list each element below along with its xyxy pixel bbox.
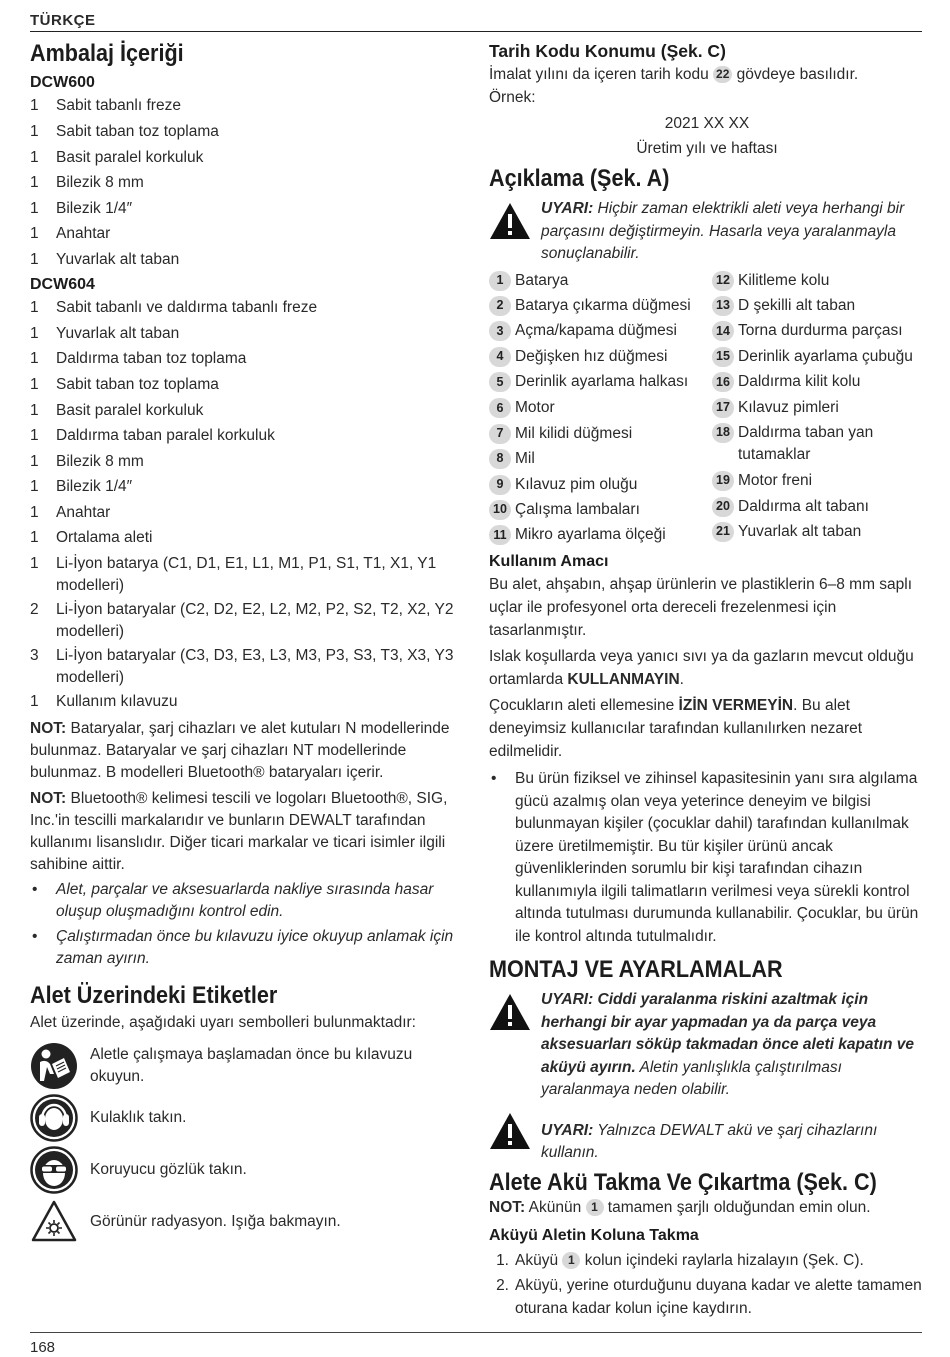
item-text: Sabit tabanlı ve daldırma tabanlı freze (56, 299, 318, 317)
item-text: Bilezik 1/4″ (56, 199, 133, 217)
symbol-text: Görünür radyasyon. Işığa bakmayın. (90, 1213, 341, 1231)
part-item (489, 293, 712, 318)
right-column (489, 40, 925, 1322)
item-text: Bilezik 1/4″ (56, 478, 133, 496)
item-text: Anahtar (56, 503, 111, 521)
description-warning (489, 198, 925, 266)
warning-text (541, 989, 925, 1102)
item-quantity: 1 (30, 503, 39, 521)
symbol-row (30, 1196, 470, 1248)
dcw604-contents-list (30, 295, 470, 715)
item-text: Basit paralel korkuluk (56, 148, 204, 166)
callout-badge: 1 (586, 1199, 604, 1216)
part-item (489, 472, 712, 497)
model-dcw604-heading: DCW604 (30, 275, 95, 293)
part-number-badge: 21 (712, 522, 734, 542)
step-text (515, 1249, 864, 1272)
part-label: Mil kilidi düğmesi (515, 424, 633, 442)
part-number-badge: 18 (712, 423, 734, 443)
part-item (712, 519, 925, 544)
warning-icon (489, 993, 531, 1031)
tool-labels-heading: Alet Üzerindeki Etiketler (30, 981, 278, 1009)
note-bluetooth (30, 788, 470, 876)
part-label: Kılavuz pimleri (738, 398, 839, 416)
item-quantity: 1 (30, 148, 39, 166)
p3-text: Çocukların aleti ellemesine (489, 697, 679, 715)
note-label: NOT: (30, 719, 67, 737)
assembly-warning (489, 989, 925, 1102)
note-text-a: Akünün (525, 1199, 586, 1217)
item-text: Anahtar (56, 225, 111, 243)
part-item (489, 395, 712, 420)
item-text: Li-İyon batarya (C1, D1, E1, L1, M1, P1, S1, T1, X1, Y1 modelleri) (56, 555, 437, 595)
package-contents-heading: Ambalaj İçeriği (30, 40, 184, 67)
note-text-b: tamamen şarjlı olduğundan emin olun. (603, 1199, 871, 1217)
part-label: Mikro ayarlama ölçeği (515, 526, 666, 544)
part-item (489, 421, 712, 446)
p3-end: . Bu alet deneyimsiz kullanıcılar tarafından kullanılırken nezaret edilmelidir. (489, 697, 863, 761)
bullet-item: • Çalıştırmadan önce bu kılavuzu iyice okuyup anlamak için zaman ayırın. (30, 926, 470, 970)
part-label: Yuvarlak alt taban (738, 522, 862, 540)
step-text: Aküyü, yerine oturduğunu duyana kadar ve alette tamamen oturana kadar kolun içine kaydırın. (515, 1276, 922, 1317)
language-label: TÜRKÇE (30, 12, 96, 29)
date-code-heading: Tarih Kodu Konumu (Şek. C) (489, 41, 726, 61)
symbol-text: Aletle çalışmaya başlamadan önce bu kılavuzu okuyun. (90, 1046, 413, 1086)
contents-item (30, 398, 470, 424)
warning-text (541, 1108, 925, 1165)
part-number-badge: 13 (712, 296, 734, 316)
part-item (712, 420, 925, 466)
part-label: Motor (515, 399, 555, 417)
assembly-heading: MONTAJ VE AYARLAMALAR (489, 956, 783, 984)
item-quantity: 3 (30, 647, 39, 665)
warning-label: UYARI: (541, 1121, 594, 1139)
part-item (712, 268, 925, 293)
date-code-text-a: İmalat yılını da içeren tarih kodu (489, 65, 714, 83)
part-number-badge: 3 (489, 321, 511, 341)
eye-protection-icon (30, 1146, 78, 1194)
battery-heading: Alete Akü Takma Ve Çıkartma (Şek. C) (489, 1168, 877, 1196)
part-label: Derinlik ayarlama halkası (515, 373, 689, 391)
part-item (712, 395, 925, 420)
part-label: Motor freni (738, 472, 813, 490)
part-number-badge: 15 (712, 347, 734, 367)
intended-use-p3 (489, 694, 925, 763)
note-text: Bataryalar, şarj cihazları ve alet kutuları N modellerinde bulunmaz. Bataryalar ve şarj cihazları NT modellerinde bulunmaz. B modelleri Bluetooth® bataryaları içerir. (30, 719, 450, 781)
item-quantity: 1 (30, 693, 39, 711)
symbol-row (30, 1040, 470, 1092)
part-number-badge: 6 (489, 398, 511, 418)
contents-item (30, 500, 470, 526)
item-quantity: 1 (30, 97, 39, 115)
part-number-badge: 20 (712, 497, 734, 517)
item-quantity: 1 (30, 199, 39, 217)
contents-item (30, 145, 470, 171)
part-number-badge: 5 (489, 372, 511, 392)
model-dcw600-heading: DCW600 (30, 73, 95, 91)
callout-badge: 1 (562, 1252, 580, 1269)
part-number-badge: 12 (712, 271, 734, 291)
part-item (712, 494, 925, 519)
contents-item (30, 119, 470, 145)
bullet-item: • Alet, parçalar ve aksesuarlarda nakliye sırasında hasar oluşup oluşmadığını kontrol edin. (30, 879, 470, 923)
part-item (489, 497, 712, 522)
symbol-row (30, 1144, 470, 1196)
warning-bold: UYARI: Ciddi yaralanma riskini azaltmak için herhangi bir ayar yapmadan ya da parça veya aksesuarları söküp takmadan önce aleti kapatın ve aküyü ayırın. (541, 991, 915, 1076)
parts-list-right (712, 268, 925, 548)
item-quantity: 1 (30, 401, 39, 419)
part-number-badge: 8 (489, 449, 511, 469)
note-label: NOT: (489, 1199, 526, 1217)
contents-item (30, 525, 470, 551)
item-quantity: 1 (30, 122, 39, 140)
contents-item (30, 474, 470, 500)
contents-item (30, 221, 470, 247)
attach-battery-heading: Aküyü Aletin Koluna Takma (489, 1227, 699, 1245)
dcw600-contents-list (30, 93, 470, 272)
item-quantity: 1 (30, 225, 39, 243)
item-text: Li-İyon bataryalar (C2, D2, E2, L2, M2, P2, S2, T2, X2, Y2 modelleri) (56, 601, 454, 641)
part-number-badge: 14 (712, 321, 734, 341)
item-text: Li-İyon bataryalar (C3, D3, E3, L3, M3, P3, S3, T3, X3, Y3 modelleri) (56, 647, 454, 687)
intended-use-heading: Kullanım Amacı (489, 552, 609, 570)
part-number-badge: 10 (489, 500, 511, 520)
part-item (712, 468, 925, 493)
part-label: Torna durdurma parçası (738, 322, 903, 340)
battery-note (489, 1197, 925, 1219)
contents-item (30, 689, 470, 715)
item-text: Daldırma taban paralel korkuluk (56, 427, 275, 445)
contents-item (30, 321, 470, 347)
part-number-badge: 19 (712, 471, 734, 491)
item-text: Sabit taban toz toplama (56, 122, 219, 140)
step-item (489, 1249, 925, 1272)
example-code: 2021 XX XX (664, 115, 750, 132)
item-quantity: 1 (30, 478, 39, 496)
callout-badge: 22 (713, 66, 732, 83)
contents-item (30, 551, 470, 597)
part-label: Daldırma taban yan tutamaklar (738, 424, 874, 464)
contents-item (30, 449, 470, 475)
item-quantity: 1 (30, 452, 39, 470)
item-quantity: 1 (30, 299, 39, 317)
example-caption: Üretim yılı ve haftası (636, 139, 778, 157)
part-item (712, 318, 925, 343)
ear-protection-icon (30, 1094, 78, 1142)
contents-item (30, 423, 470, 449)
part-number-badge: 17 (712, 398, 734, 418)
part-label: Batarya (515, 271, 569, 289)
part-label: Derinlik ayarlama çubuğu (738, 347, 913, 365)
item-text: Basit paralel korkuluk (56, 401, 204, 419)
part-number-badge: 16 (712, 372, 734, 392)
part-number-badge: 2 (489, 296, 511, 316)
intended-use-p1: Bu alet, ahşabın, ahşap ürünlerin ve plastiklerin 6–8 mm saplı uçlar ile profesyonel orta dereceli frezelenmesi için tasarlanmıştır. (489, 576, 913, 640)
intended-use-p2 (489, 645, 925, 691)
warning-icon (489, 202, 531, 240)
item-text: Sabit tabanlı freze (56, 97, 181, 115)
item-quantity: 1 (30, 324, 39, 342)
part-item (489, 318, 712, 343)
date-code-text (489, 64, 925, 86)
p2-end: . (679, 671, 684, 689)
item-text: Kullanım kılavuzu (56, 693, 178, 711)
parts-list-left (489, 268, 712, 548)
contents-item (30, 597, 470, 643)
tool-labels-intro: Alet üzerinde, aşağıdaki uyarı sembolleri bulunmaktadır: (30, 1014, 416, 1032)
item-quantity: 1 (30, 529, 39, 547)
item-text: Yuvarlak alt taban (56, 324, 180, 342)
item-quantity: 1 (30, 174, 39, 192)
part-item (489, 268, 712, 293)
item-quantity: 2 (30, 601, 39, 619)
page-footer (30, 1332, 922, 1357)
assembly-warning-2 (489, 1108, 925, 1165)
contents-item (30, 247, 470, 273)
p2-emphasis: KULLANMAYIN (567, 671, 680, 689)
note-batteries (30, 718, 470, 784)
warning-body: Yalnızca DEWALT akü ve şarj cihazlarını kullanın. (541, 1121, 878, 1162)
symbol-text: Kulaklık takın. (90, 1109, 187, 1127)
part-item (489, 344, 712, 369)
part-item (712, 344, 925, 369)
date-code-text-b: gövdeye basılıdır. (732, 65, 859, 83)
example-label: Örnek: (489, 89, 536, 107)
p2-text: Islak koşullarda veya yanıcı sıvı ya da gazların mevcut olduğu ortamlarda (489, 648, 914, 689)
part-item (712, 369, 925, 394)
item-text: Sabit taban toz toplama (56, 375, 219, 393)
warning-icon (489, 1112, 531, 1150)
item-text: Ortalama aleti (56, 529, 153, 547)
read-manual-icon (30, 1042, 78, 1090)
symbol-list (30, 1040, 470, 1248)
item-quantity: 1 (30, 350, 39, 368)
step-number: 2. (496, 1276, 509, 1294)
part-item (489, 446, 712, 471)
item-text: Yuvarlak alt taban (56, 250, 180, 268)
part-item (489, 522, 712, 547)
warning-text (541, 198, 925, 266)
contents-item (30, 346, 470, 372)
item-text: Daldırma taban toz toplama (56, 350, 247, 368)
part-item (712, 293, 925, 318)
parts-list (489, 268, 925, 548)
contents-item (30, 372, 470, 398)
step-item (489, 1274, 925, 1320)
visible-radiation-icon (30, 1198, 78, 1246)
part-label: Açma/kapama düğmesi (515, 322, 677, 340)
part-number-badge: 9 (489, 475, 511, 495)
description-heading: Açıklama (Şek. A) (489, 165, 670, 193)
contents-item (30, 170, 470, 196)
item-quantity: 1 (30, 555, 39, 573)
item-text: Bilezik 8 mm (56, 452, 144, 470)
attach-steps (489, 1249, 925, 1320)
p3-emphasis: İZİN VERMEYİN (678, 697, 794, 715)
note-label: NOT: (30, 789, 67, 807)
step-number: 1. (496, 1251, 509, 1269)
step-text-a: Aküyü (515, 1251, 563, 1269)
part-number-badge: 11 (489, 525, 511, 545)
item-quantity: 1 (30, 427, 39, 445)
page-header (30, 10, 922, 32)
contents-item (30, 93, 470, 119)
check-bullets (30, 879, 470, 970)
part-label: Daldırma kilit kolu (738, 373, 861, 391)
part-number-badge: 4 (489, 347, 511, 367)
part-label: D şekilli alt taban (738, 297, 856, 315)
item-text: Bilezik 8 mm (56, 174, 144, 192)
step-text-b: kolun içindeki raylarla hizalayın (Şek. C). (580, 1251, 864, 1269)
contents-item (30, 196, 470, 222)
intended-use-bullets (489, 768, 925, 948)
part-number-badge: 1 (489, 271, 511, 291)
bullet-item: • Bu ürün fiziksel ve zihinsel kapasitesinin yanı sıra algılama gücü azalmış olan veya yeterince deneyim ve bilgisi bulunmayan kişiler (çocuklar dahil) tarafından kullanılmak üzere üretilmemiştir. Bu tür kişiler ürünü ancak güvenliklerinden sorumlu bir kişi tarafından cihazın kullanımıyla ilgili talimatların verilmesi veya sürekli kontrol altında tutulması durumunda kullanabilir. Çocuklar, bu ürün ile kontrol altında tutulmalıdır. (489, 768, 925, 948)
part-label: Çalışma lambaları (515, 500, 640, 518)
part-label: Daldırma alt tabanı (738, 497, 869, 515)
part-label: Değişken hız düğmesi (515, 347, 668, 365)
warning-label: UYARI: (541, 200, 594, 218)
symbol-text: Koruyucu gözlük takın. (90, 1161, 247, 1179)
left-column (30, 40, 470, 1248)
item-quantity: 1 (30, 375, 39, 393)
part-label: Mil (515, 450, 535, 468)
symbol-row (30, 1092, 470, 1144)
part-label: Kilitleme kolu (738, 271, 830, 289)
page-number: 168 (30, 1339, 56, 1356)
contents-item (30, 295, 470, 321)
contents-item (30, 643, 470, 689)
warning-body: Aletin yanlışlıkla çalıştırılması yaralanmaya neden olabilir. (541, 1058, 842, 1099)
item-quantity: 1 (30, 250, 39, 268)
part-label: Batarya çıkarma düğmesi (515, 297, 691, 315)
part-label: Kılavuz pim oluğu (515, 475, 638, 493)
part-number-badge: 7 (489, 424, 511, 444)
warning-body: Hiçbir zaman elektrikli aleti veya herhangi bir parçasını değiştirmeyin. Hasarla veya yaralanmayla sonuçlanabilir. (541, 200, 905, 263)
note-text: Bluetooth® kelimesi tescili ve logoları Bluetooth®, SIG, Inc.'in tescilli markalarıdır ve bunların DEWALT tarafından kullanımı lisanslıdır. Diğer ticari markalar ve ticari isimler ilgili sahibine aittir. (30, 789, 448, 873)
part-item (489, 369, 712, 393)
